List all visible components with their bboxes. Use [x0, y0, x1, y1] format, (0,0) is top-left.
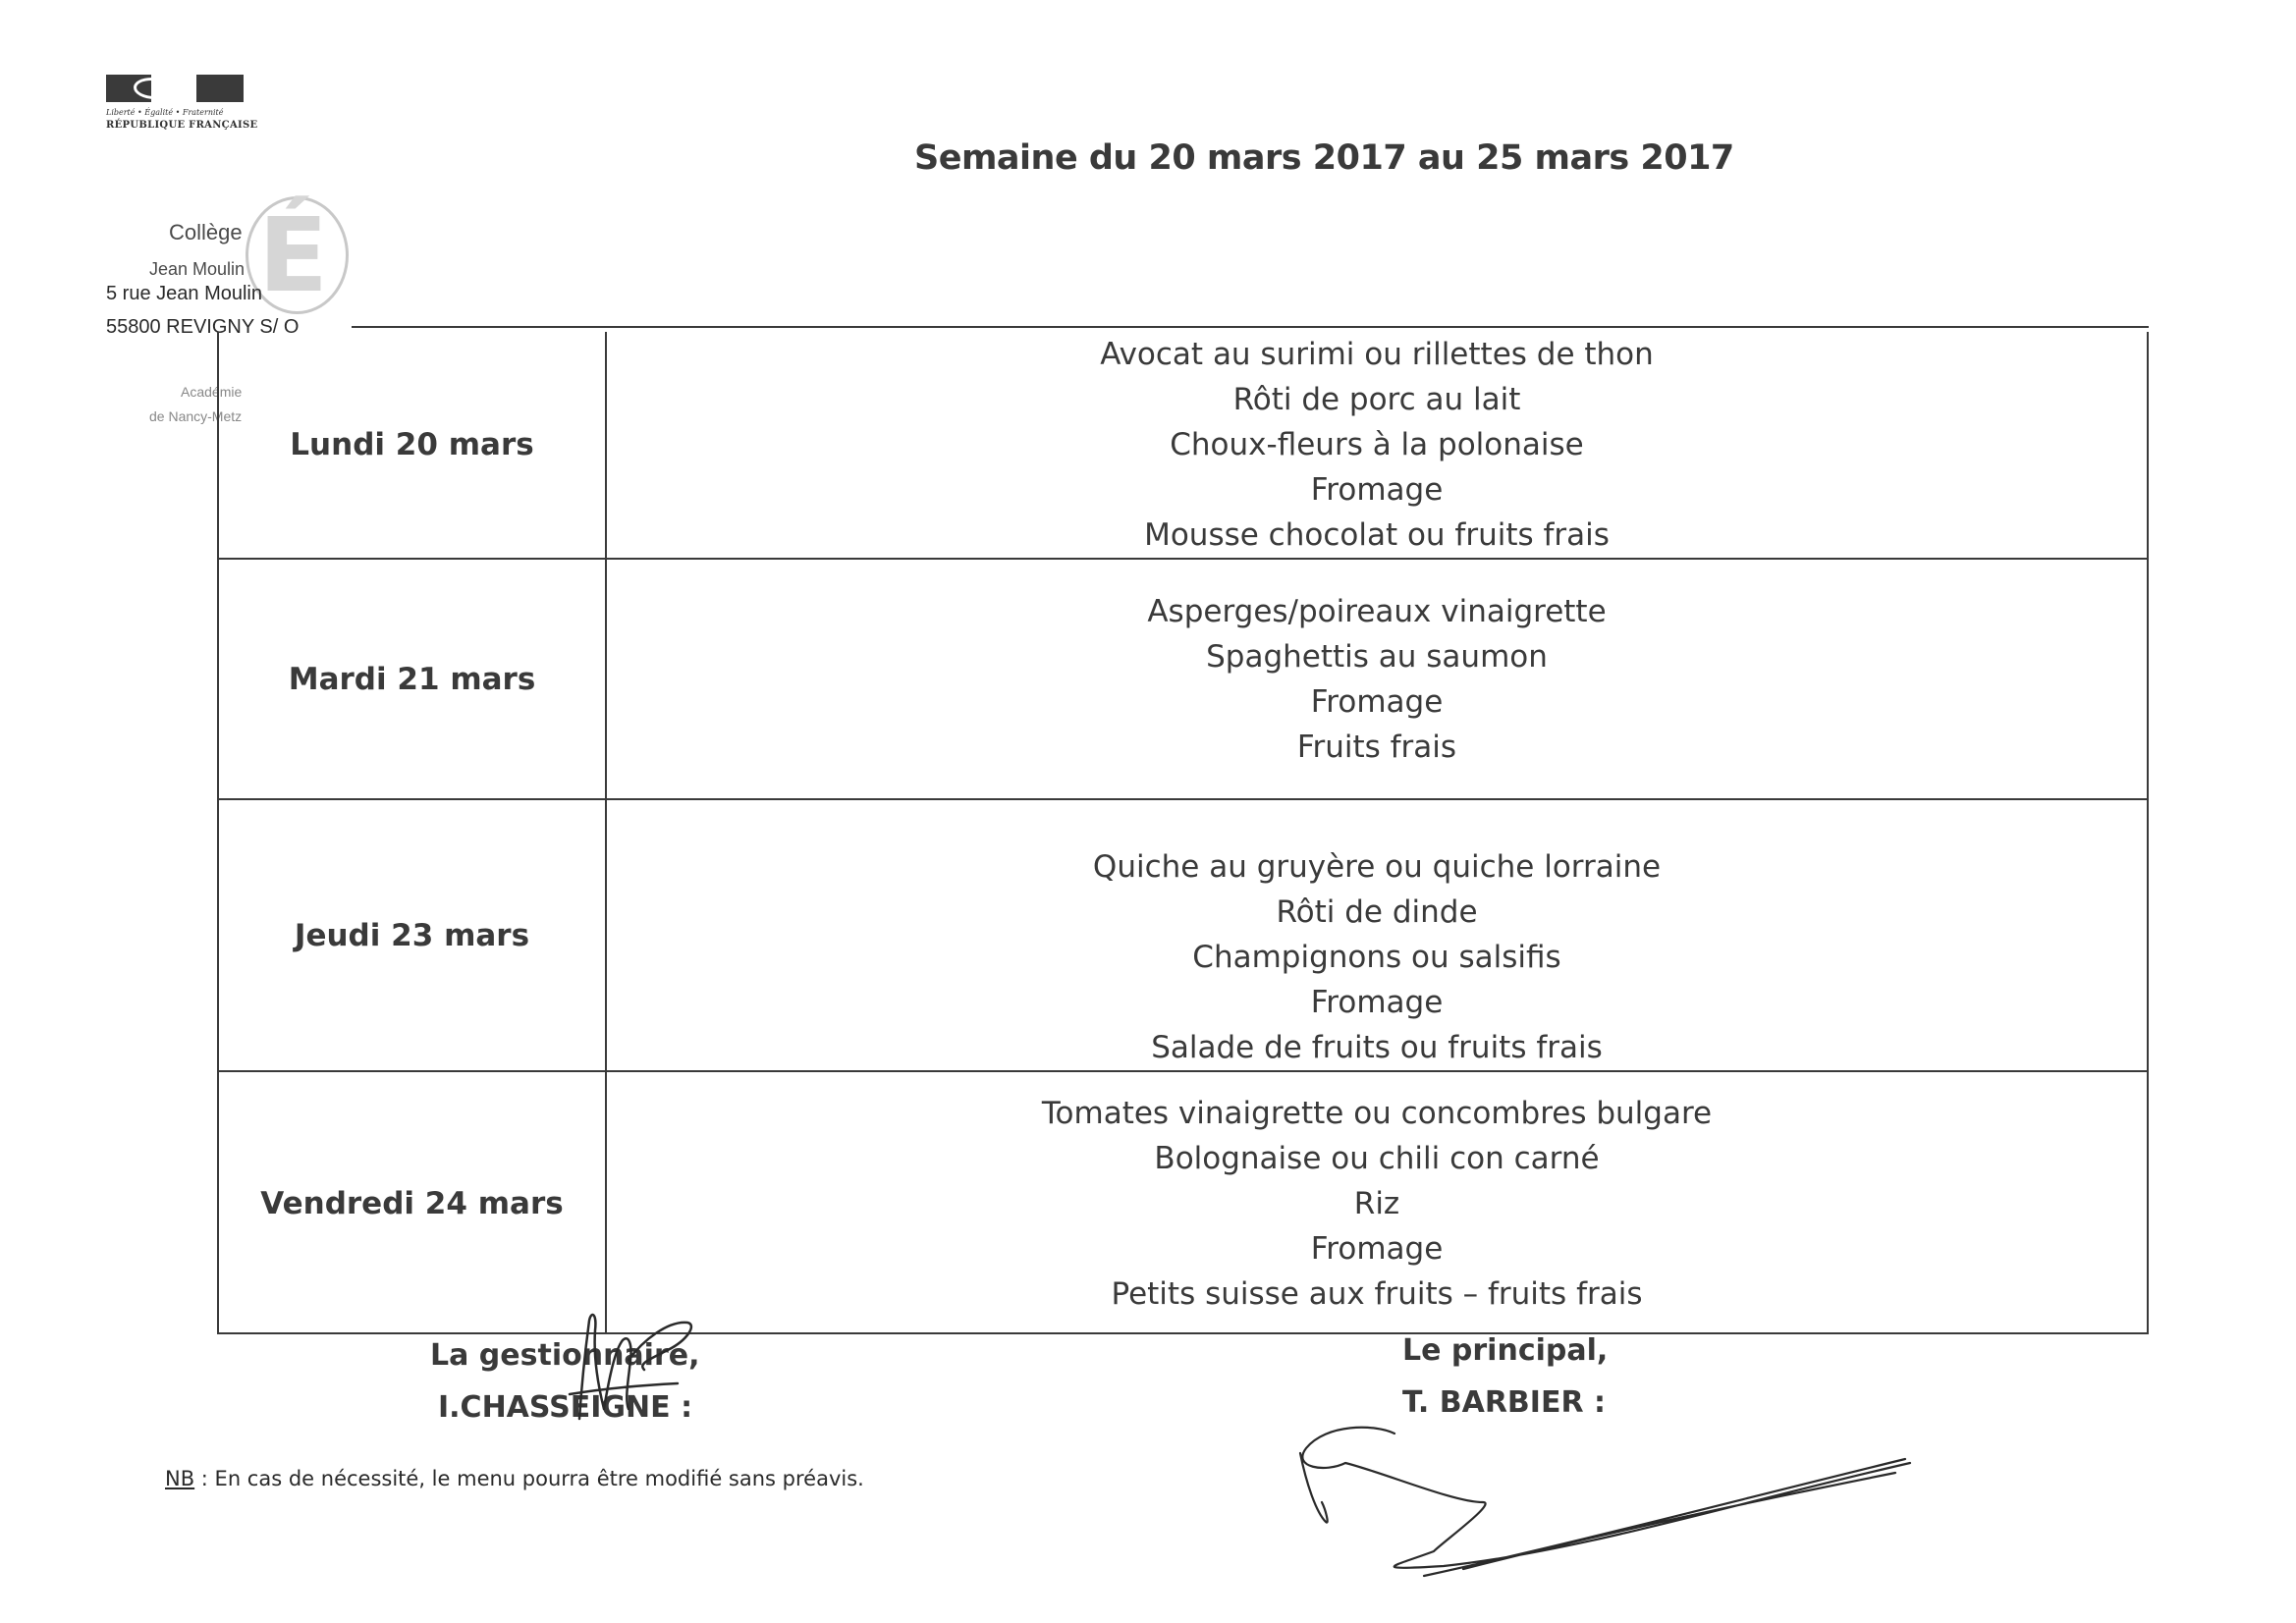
republique-logo [106, 75, 258, 131]
dish-list [607, 332, 2147, 558]
dish-item: Mousse chocolat ou fruits frais [1144, 517, 1610, 553]
menu-row-jeudi [219, 798, 2147, 1070]
education-stamp-icon: É [258, 195, 329, 315]
dish-item: Rôti de porc au lait [1232, 382, 1521, 417]
dish-item: Avocat au surimi ou rillettes de thon [1100, 337, 1654, 372]
republic-name: RÉPUBLIQUE FRANÇAISE [106, 120, 258, 131]
dish-item: Fromage [1310, 985, 1444, 1020]
table-top-border [352, 326, 2149, 328]
gestionnaire-name: I.CHASSEIGNE : [438, 1390, 693, 1425]
marianne-flag-icon [106, 75, 244, 102]
dish-item: Champignons ou salsifis [1192, 940, 1561, 975]
dish-list [607, 1072, 2147, 1334]
day-label: Mardi 21 mars [288, 661, 536, 697]
footnote-text: : En cas de nécessité, le menu pourra être modifié sans préavis. [194, 1467, 864, 1490]
dish-item: Fromage [1310, 472, 1444, 508]
principal-name: T. BARBIER : [1402, 1385, 1606, 1420]
school-academie: Académie [181, 384, 243, 400]
dish-item: Quiche au gruyère ou quiche lorraine [1092, 849, 1662, 885]
dish-item: Asperges/poireaux vinaigrette [1147, 594, 1607, 629]
dish-item: Fromage [1310, 684, 1444, 720]
school-academie-region: de Nancy-Metz [149, 408, 243, 424]
dish-item: Fruits frais [1296, 730, 1457, 765]
dish-item: Choux-fleurs à la polonaise [1170, 427, 1584, 462]
principal-role: Le principal, [1402, 1333, 1609, 1368]
day-label: Jeudi 23 mars [294, 917, 530, 953]
principal-signature-icon [1286, 1394, 1925, 1591]
dish-item: Tomates vinaigrette ou concombres bulgare [1041, 1095, 1713, 1131]
dish-item: Riz [1353, 1185, 1400, 1221]
dish-item: Salade de fruits ou fruits frais [1151, 1030, 1603, 1065]
dish-item: Fromage [1310, 1230, 1444, 1267]
dish-list [607, 560, 2147, 798]
dish-item: Spaghettis au saumon [1206, 639, 1548, 675]
school-city: 55800 REVIGNY S/ O [106, 316, 300, 338]
republic-motto: Liberté • Égalité • Fraternité [106, 108, 224, 117]
school-street: 5 rue Jean Moulin [106, 283, 262, 304]
dish-item: Bolognaise ou chili con carné [1154, 1140, 1600, 1176]
dish-item: Petits suisse aux fruits – fruits frais [1111, 1275, 1643, 1312]
menu-row-lundi [219, 332, 2147, 558]
footnote [165, 1467, 864, 1490]
day-label: Lundi 20 mars [290, 427, 534, 462]
dish-item: Rôti de dinde [1276, 894, 1478, 930]
footnote-prefix: NB [165, 1467, 195, 1490]
school-college: Collège [169, 220, 243, 244]
menu-table [217, 332, 2149, 1334]
dish-list [607, 800, 2147, 1070]
menu-row-mardi [219, 558, 2147, 798]
gestionnaire-role: La gestionnaire, [430, 1338, 700, 1373]
page-title: Semaine du 20 mars 2017 au 25 mars 2017 [914, 138, 1734, 178]
menu-row-vendredi [219, 1070, 2147, 1334]
day-label: Vendredi 24 mars [260, 1185, 564, 1221]
school-name: Jean Moulin [149, 259, 246, 279]
